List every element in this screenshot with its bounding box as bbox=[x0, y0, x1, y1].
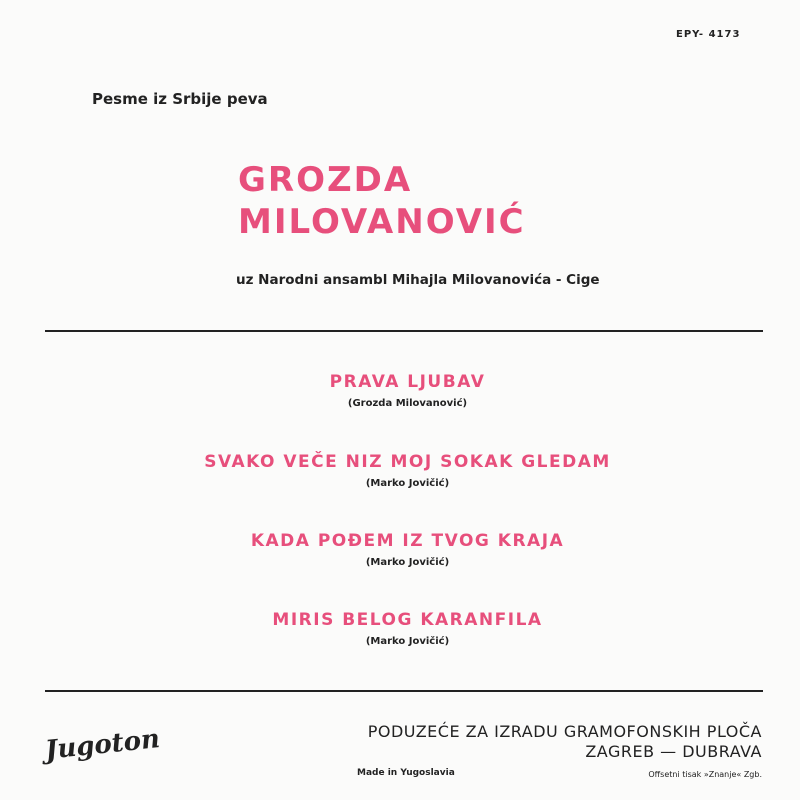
song-composer: (Grozda Milovanović) bbox=[347, 398, 468, 409]
artist-last-name: MILOVANOVIĆ bbox=[238, 202, 526, 242]
divider-bottom bbox=[45, 690, 763, 692]
made-in: Made in Yugoslavia bbox=[357, 768, 455, 778]
catalog-number: EPY- 4173 bbox=[676, 29, 741, 40]
song-title: KADA POĐEM IZ TVOG KRAJA bbox=[250, 531, 565, 551]
intro-text: Pesme iz Srbije peva bbox=[92, 90, 268, 108]
song-composer: (Marko Jovičić) bbox=[365, 478, 450, 489]
song-title: SVAKO VEČE NIZ MOJ SOKAK GLEDAM bbox=[204, 452, 611, 472]
song-composer: (Marko Jovičić) bbox=[365, 636, 450, 647]
subtitle: uz Narodni ansambl Mihajla Milovanovića - Cige bbox=[236, 272, 600, 288]
song-title: MIRIS BELOG KARANFILA bbox=[272, 610, 543, 630]
song-composer: (Marko Jovičić) bbox=[365, 557, 450, 568]
jugoton-logo: Jugoton bbox=[43, 724, 162, 766]
song-title: PRAVA LJUBAV bbox=[329, 372, 486, 392]
company-name: PODUZEĆE ZA IZRADU GRAMOFONSKIH PLOČA bbox=[367, 722, 762, 741]
company-city: ZAGREB — DUBRAVA bbox=[585, 742, 762, 761]
printer-credit: Offsetni tisak »Znanje« Zgb. bbox=[648, 770, 762, 779]
divider-top bbox=[45, 330, 763, 332]
artist-first-name: GROZDA bbox=[238, 160, 413, 200]
